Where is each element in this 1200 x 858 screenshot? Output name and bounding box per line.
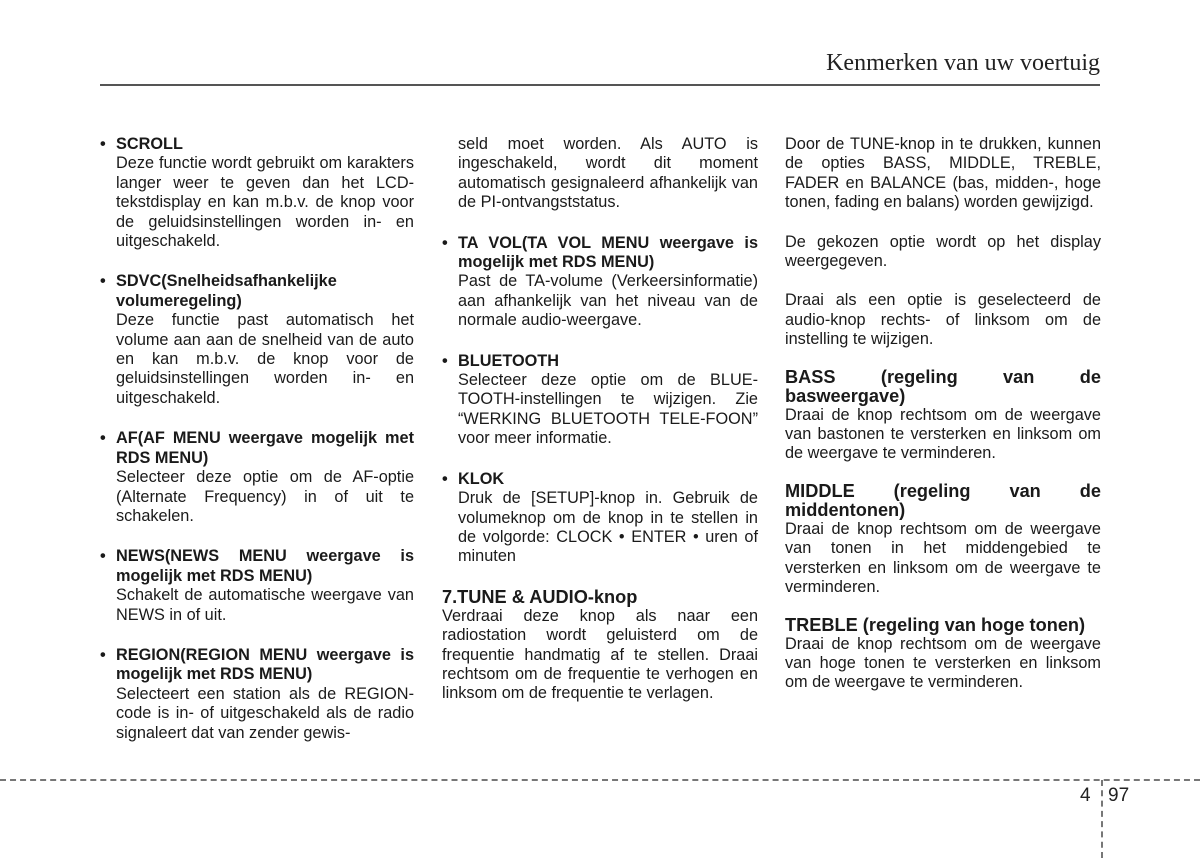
bullet-item-af — [100, 429, 414, 526]
bullet-title: BLUETOOTH — [458, 351, 560, 370]
section-body-tune-audio: Verdraai deze knop als naar een radiostation wordt geluisterd om de frequentie handmatig af te stellen. Draai rechtsom om de frequentie te verhogen en linksom om de frequentie te verlagen. — [442, 606, 758, 703]
paragraph-tune-knop: Door de TUNE-knop in te drukken, kunnen de opties BASS, MIDDLE, TREBLE, FADER en BALANCE (bas, midden-, hoge tonen, fading en balans) worden gewijzigd. — [785, 135, 1101, 212]
bullet-dot: • — [100, 547, 106, 566]
column-middle — [442, 135, 758, 724]
page-header-title: Kenmerken van uw voertuig — [826, 50, 1100, 76]
paragraph-display: De gekozen optie wordt op het display weergegeven. — [785, 232, 1101, 271]
column-left — [100, 135, 414, 764]
bullet-item-ta-vol — [442, 234, 758, 331]
bullet-item-bluetooth — [442, 352, 758, 449]
bullet-item-klok — [442, 470, 758, 567]
bullet-body: Deze functie wordt gebruikt om karakters langer weer te geven dan het LCD-tekstdisplay en kan m.b.v. de knop voor de geluidsinstellingen worden in- en uitgeschakeld. — [116, 154, 414, 251]
bullet-title: AF(AF MENU weergave mogelijk met RDS MENU) — [116, 429, 414, 467]
bullet-dot: • — [442, 351, 448, 370]
bullet-dot: • — [100, 645, 106, 664]
section-heading-middle: MIDDLE (regeling van de middentonen) — [785, 480, 1101, 520]
bullet-body: Selecteer deze optie om de BLUE-TOOTH-instellingen te wijzigen. Zie “WERKING BLUETOOTH TELE-FOON” voor meer informatie. — [458, 371, 758, 448]
bullet-title: SCROLL — [116, 135, 183, 153]
bullet-dot: • — [100, 135, 106, 153]
bullet-item-region — [100, 646, 414, 743]
paragraph-audio-knop: Draai als een optie is geselecteerd de audio-knop rechts- of linksom om de instelling te wijzigen. — [785, 291, 1101, 349]
column-right — [785, 135, 1101, 713]
footer-dashed-rule — [0, 779, 1200, 781]
bullet-dot: • — [442, 233, 448, 252]
bullet-dot: • — [100, 272, 106, 291]
footer-dashed-divider — [1101, 780, 1103, 858]
section-body-treble: Draai de knop rechtsom om de weergave van hoge tonen te versterken en linksom om de weergave te verminderen. — [785, 634, 1101, 692]
page-number: 97 — [1108, 785, 1130, 806]
section-body-bass: Draai de knop rechtsom om de weergave van bastonen te versterken en linksom om de weergave te verminderen. — [785, 405, 1101, 463]
bullet-body: Druk de [SETUP]-knop in. Gebruik de volumeknop om de knop in te stellen in de volgorde: CLOCK • ENTER • uren of minuten — [458, 489, 758, 566]
bullet-dot: • — [100, 429, 106, 448]
bullet-item-sdvc — [100, 272, 414, 408]
section-heading-treble: TREBLE (regeling van hoge tonen) — [785, 614, 1086, 635]
bullet-title: KLOK — [458, 469, 505, 488]
bullet-title: REGION(REGION MENU weergave is mogelijk met RDS MENU) — [116, 645, 414, 684]
bullet-body: Schakelt de automatische weergave van NEWS in of uit. — [116, 586, 414, 624]
continued-text: seld moet worden. Als AUTO is ingeschakeld, wordt dit moment automatisch gesignaleerd afhankelijk van de PI-ontvangststatus. — [458, 135, 758, 212]
bullet-body: Past de TA-volume (Verkeersinformatie) aan afhankelijk van het niveau van de normale audio-weergave. — [458, 272, 758, 330]
bullet-dot: • — [442, 469, 448, 488]
bullet-item-news — [100, 547, 414, 625]
bullet-body: Selecteer deze optie om de AF-optie (Alternate Frequency) in of uit te schakelen. — [116, 468, 414, 525]
bullet-body: Selecteert een station als de REGION-code is in- of uitgeschakeld als de radio signaleert dat van zender gewis- — [116, 684, 414, 742]
header-rule — [100, 84, 1100, 86]
bullet-title: SDVC(Snelheidsafhankelijke volumeregeling) — [116, 272, 337, 310]
bullet-title: NEWS(NEWS MENU weergave is mogelijk met RDS MENU) — [116, 547, 414, 585]
section-heading-bass: BASS (regeling van de basweergave) — [785, 366, 1101, 406]
section-body-middle: Draai de knop rechtsom om de weergave van tonen in het middengebied te versterken en linksom om de weergave te verminderen. — [785, 519, 1101, 597]
section-heading-tune-audio: 7.TUNE & AUDIO-knop — [442, 586, 638, 607]
bullet-title: TA VOL(TA VOL MENU weergave is mogelijk met RDS MENU) — [458, 233, 758, 272]
page-section-number: 4 — [1080, 785, 1091, 806]
bullet-body: Deze functie past automatisch het volume aan aan de snelheid van de auto en kan m.b.v. de knop voor de geluidsinstellingen worden in- en uitgeschakeld. — [116, 311, 414, 407]
bullet-item-scroll — [100, 135, 414, 251]
